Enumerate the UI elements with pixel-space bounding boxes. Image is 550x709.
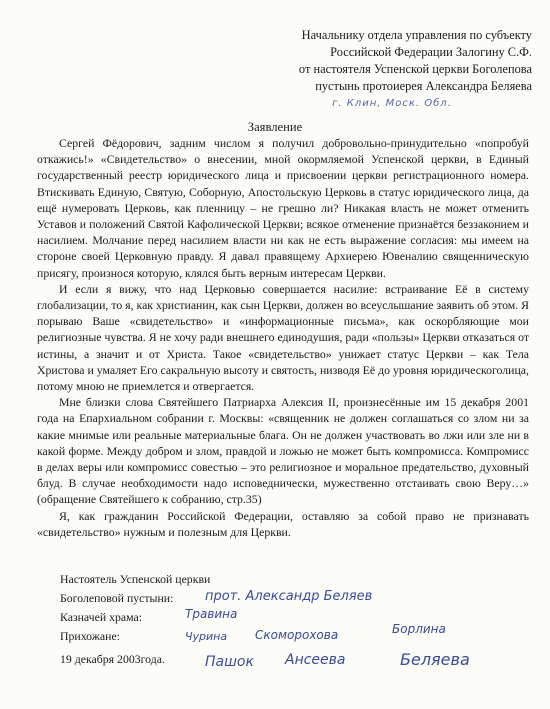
parishioner-signature: Беляева: [400, 650, 470, 669]
parishioner-signature: Чурина: [185, 630, 228, 643]
addressee-block: [232, 27, 532, 112]
document-body: [37, 135, 529, 540]
handwritten-place: г. Клин, Моск. Обл.: [332, 98, 452, 109]
rector-label-line2: Боголеповой пустыни:: [60, 591, 174, 605]
parishioners-label: Прихожане:: [60, 629, 120, 643]
paragraph: И если я вижу, что над Церковью совершается насилие: встраивание Её в систему глобализации, то я, как христианин, как сын Церкви, должен во всеуслышание заявить об этом. Я порываю Ваше «свидетельство» и «информационные письма», как оскорбляющие мои религиозные чувства. Я не хочу ради внешнего единодушия, ради «пользы» Церкви отказаться от истины, а значит и от Христа. Такое «свидетельство» унижает статус Церкви – как Тела Христова и умаляет Его сакральную высоту и святость, низводя Её до уровня юридическоголица, потому мною не приемлется и отвергается.: [37, 281, 529, 394]
parishioner-signature: Пашок: [205, 654, 254, 670]
parishioner-signature: Борлина: [392, 622, 446, 636]
document-title: Заявление: [247, 120, 303, 134]
parishioner-signature: Скоморохова: [255, 628, 339, 642]
document-date: 19 декабря 2003года.: [60, 652, 165, 666]
paragraph: Я, как гражданин Российской Федерации, оставляю за собой право не признавать «свидетельство» нужным и полезным для Церкви.: [37, 508, 529, 539]
addressee-line: Начальнику отдела управления по субъекту: [301, 28, 532, 42]
paragraph: Сергей Фёдорович, задним числом я получил добровольно-принудительно «попробуй откажись!» «Свидетельство» о внесении, мной окормляемой Успенской церкви, в Единый государственный реестр юридического лица и присвоении церкви регистрационного номера. Втискивать Единую, Святую, Соборную, Апостольскую Церковь в статус юридического лица, да ещё нумеровать Церковь, как пленницу – не грешно ли? Никакая власть не может отменить Уставов и положений Святой Кафолической Церкви; всякое отменение признаётся беззаконием и насилием. Молчание перед насилием власти ни как не есть выражение согласия: мы имеем на стороне своей Церковную правду. Я давал правящему Архиерею Ювеналию священническую присягу, произнося которую, клялся быть верным интересам Церкви.: [37, 136, 529, 280]
rector-label-line1: Настоятель Успенской церкви: [60, 572, 211, 586]
addressee-line: от настоятеля Успенской церкви Боголепова: [298, 62, 532, 76]
treasurer-signature: Травина: [185, 607, 238, 621]
addressee-line: пустынь протоиерея Александра Беляева: [315, 79, 532, 93]
rector-signature: прот. Александр Беляев: [205, 589, 373, 604]
parishioner-signature: Ансеева: [285, 652, 346, 668]
paragraph: Мне близки слова Святейшего Патриарха Алексия II, произнесённые им 15 декабря 2001 года на Епархиальном собрании г. Москвы: «священник не должен соглашаться со злом ни за какие мнимые или реальные материальные блага. Он не должен участвовать во лжи или зле ни в какой форме. Между добром и злом, правдой и ложью не может быть компромисса. Компромисс в делах веры или компромисс совестью – это религиозное и моральное предательство, духовный блуд. В случае необходимости надо исповеднически, мужественно отстаивать свою Веру…» (обращение Святейшего к собранию, стр.35): [37, 395, 529, 507]
addressee-line: Российской Федерации Залогину С.Ф.: [330, 45, 532, 59]
treasurer-label: Казначей храма:: [60, 610, 143, 624]
